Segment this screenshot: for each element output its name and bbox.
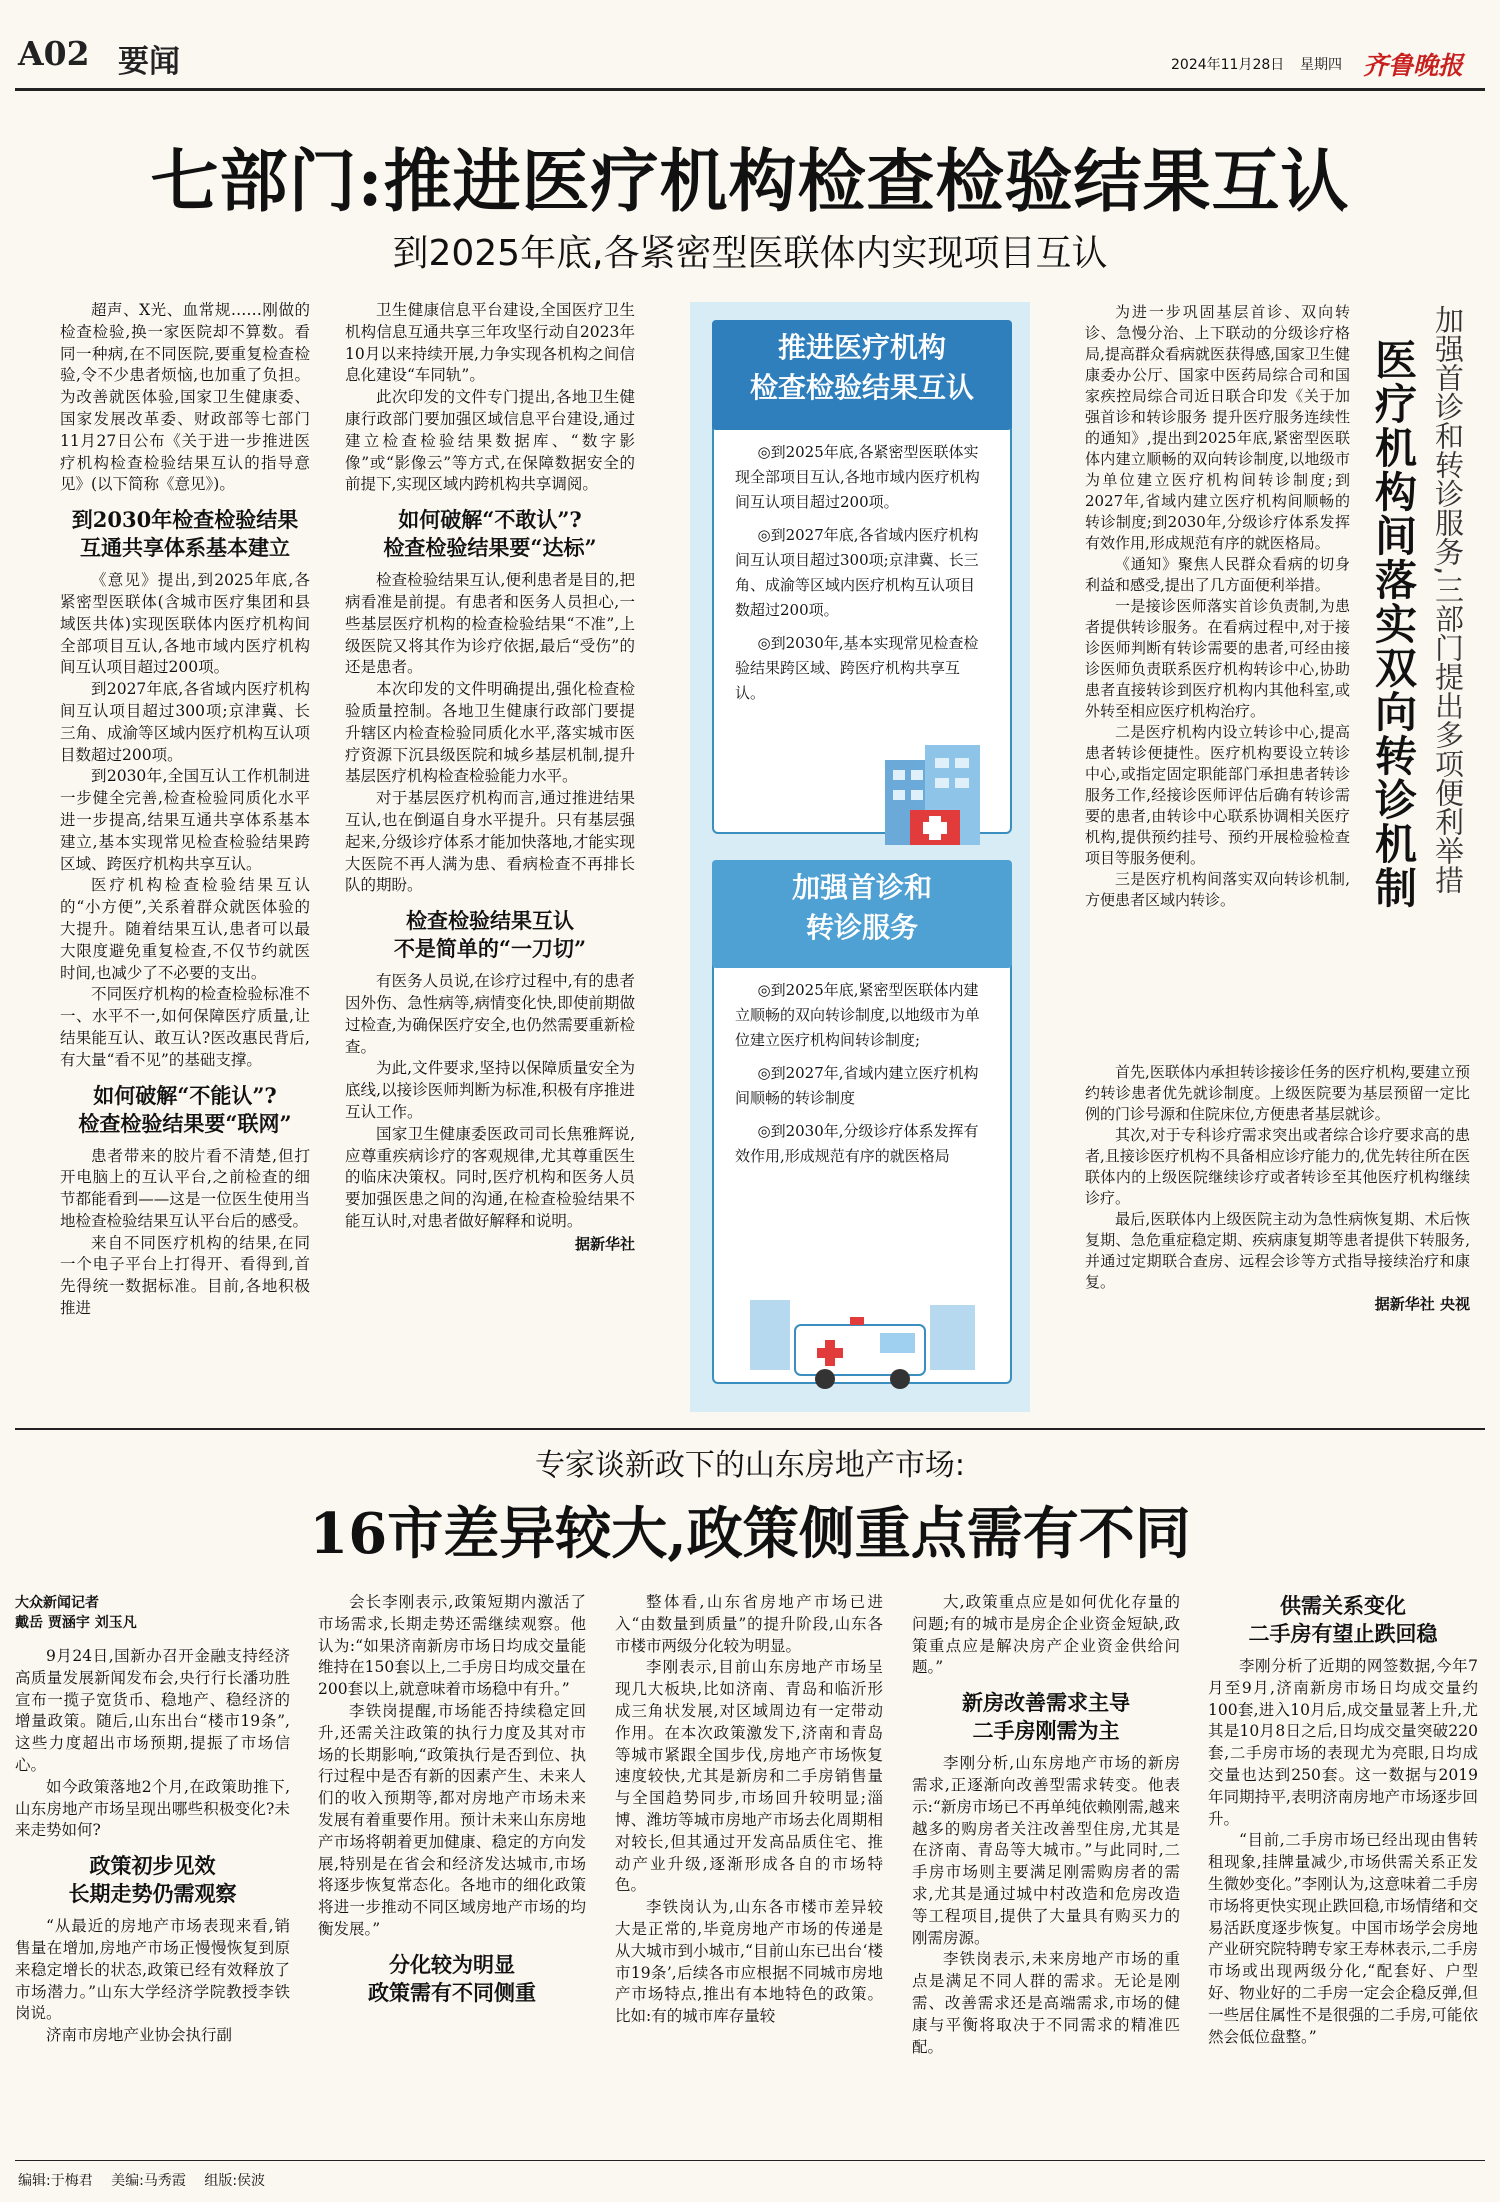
- paragraph: 不同医疗机构的检查检验标准不一、水平不一,如何保障医疗质量,让结果能互认、敢互认?医改惠民背后,有大量“看不见”的基础支撑。: [60, 985, 310, 1069]
- footer-credits: [18, 2170, 265, 2190]
- paragraph: 有医务人员说,在诊疗过程中,有的患者因外伤、急性病等,病情变化快,即使前期做过检查,为确保医疗安全,也仍然需要重新检查。: [345, 972, 635, 1056]
- paragraph: 《通知》聚焦人民群众看病的切身利益和感受,提出了几方面便利举措。: [1085, 555, 1350, 594]
- section-heading: 新房改善需求主导 二手房刚需为主: [962, 1690, 1130, 1744]
- headline-1: 七部门:推进医疗机构检查检验结果互认: [150, 142, 1350, 222]
- paragraph: 三是医疗机构间落实双向转诊机制,方便患者区域内转诊。: [1085, 870, 1350, 909]
- panel-item: ◎到2025年底,各紧密型医联体实现全部项目互认,各地市域内医疗机构间互认项目超过200项。: [735, 443, 980, 511]
- paragraph: “从最近的房地产市场表现来看,销售量在增加,房地产市场正慢慢恢复到原来稳定增长的状态,政策已经有效释放了市场潜力。”山东大学经济学院教授李铁岗说。: [15, 1917, 290, 2023]
- paragraph: 9月24日,国新办召开金融支持经济高质量发展新闻发布会,央行行长潘功胜宣布一揽子宽货币、稳地产、稳经济的增量政策。随后,山东出台“楼市19条”,这些力度超出市场预期,提振了市场信心。: [15, 1647, 290, 1774]
- hospital-illustration-icon: [855, 740, 1005, 850]
- section-heading: 如何破解“不能认”? 检查检验结果要“联网”: [78, 1082, 292, 1136]
- article3-column-3: [615, 1592, 883, 2152]
- source-credit: 据新华社 央视: [1374, 1295, 1470, 1313]
- paragraph: 济南市房地产业协会执行副: [46, 2026, 233, 2045]
- section-heading: 如何破解“不敢认”? 检查检验结果要“达标”: [383, 507, 597, 561]
- section-divider: [15, 1428, 1485, 1430]
- panel-item: ◎到2030年,分级诊疗体系发挥有效作用,形成规范有序的就医格局: [735, 1122, 979, 1165]
- issue-date: 2024年11月28日: [1171, 57, 1285, 73]
- paragraph: 为此,文件要求,坚持以保障质量安全为底线,以接诊医师判断为标准,积极有序推进互认工作。: [345, 1059, 635, 1121]
- section-heading: 检查检验结果互认 不是简单的“一刀切”: [393, 908, 587, 962]
- paragraph: 李刚表示,目前山东房地产市场呈现几大板块,比如济南、青岛和临沂形成三角状发展,对区域周边有一定带动作用。在本次政策激发下,济南和青岛等城市紧跟全国步伐,房地产市场恢复速度较快,尤其是新房和二手房销售量与全国趋势同步,市场回升较明显;淄博、潍坊等城市房地产市场去化周期相对较长,但其通过开发高品质住宅、推动产业升级,逐渐形成各自的市场特色。: [615, 1658, 883, 1895]
- article3-column-1: [15, 1592, 290, 2152]
- section-heading: 政策初步见效 长期走势仍需观察: [68, 1853, 237, 1907]
- paragraph: 卫生健康信息平台建设,全国医疗卫生机构信息互通共享三年攻坚行动自2023年10月以来持续开展,力争实现各机构之间信息化建设“车同轨”。: [345, 301, 635, 385]
- paragraph: 此次印发的文件专门提出,各地卫生健康行政部门要加强区域信息平台建设,通过建立检查检验结果数据库、“数字影像”或“影像云”等方式,在保障数据安全的前提下,实现区域内跨机构共享调阅。: [345, 388, 635, 494]
- panel-item: ◎到2030年,基本实现常见检查检验结果跨区域、跨医疗机构共享互认。: [735, 634, 979, 702]
- section-label: 要闻: [118, 44, 180, 80]
- designer-credit: 美编:马秀霞: [111, 2173, 186, 2189]
- panel-item: ◎到2027年,省域内建立医疗机构间顺畅的转诊制度: [735, 1064, 979, 1107]
- reporter-names: 戴岳 贾涵宇 刘玉凡: [15, 1615, 137, 1631]
- paragraph: 国家卫生健康委医政司司长焦雅辉说,应尊重疾病诊疗的客观规律,尤其尊重医生的临床决策权。同时,医疗机构和医务人员要加强医患之间的沟通,在检查检验结果不能互认时,对患者做好解释和说明。: [345, 1124, 635, 1230]
- headline-2: 16市差异较大,政策侧重点需有不同: [309, 1501, 1191, 1567]
- article3-column-2: [318, 1592, 586, 2152]
- paragraph: 为进一步巩固基层首诊、双向转诊、急慢分治、上下联动的分级诊疗格局,提高群众看病就医获得感,国家卫生健康委办公厅、国家中医药局综合司和国家疾控局综合司近日联合印发《关于加强首诊和转诊服务 提升医疗服务连续性的通知》,提出到2025年底,紧密型医联体内建立顺畅的双向转诊制度,以地级市为单位建立医疗机构间转诊制度;到2027年,省域内建立医疗机构间顺畅的转诊制度;到2030年,分级诊疗体系发挥有效作用,形成规范有序的就医格局。: [1085, 303, 1350, 552]
- weekday: 星期四: [1300, 57, 1342, 73]
- paragraph: 对于基层医疗机构而言,通过推进结果互认,也在倒逼自身水平提升。只有基层强起来,分级诊疗体系才能加快落地,才能实现大医院不再人满为患、看病检查不再排长队的期盼。: [345, 789, 635, 895]
- paragraph: 《意见》提出,到2025年底,各紧密型医联体(含城市医疗集团和县域医共体)实现医联体内医疗机构间全部项目互认,各地市域内医疗机构间互认项目超过200项。: [60, 571, 310, 677]
- paragraph: 李铁岗表示,未来房地产市场的重点是满足不同人群的需求。无论是刚需、改善需求还是高端需求,市场的健康与平衡将取决于不同需求的精准匹配。: [912, 1950, 1180, 2056]
- reporter-label: 大众新闻记者: [15, 1595, 99, 1611]
- panel-item: ◎到2025年底,紧密型医联体内建立顺畅的双向转诊制度,以地级市为单位建立医疗机构间转诊制度;: [735, 981, 980, 1049]
- subheadline-1: 到2025年底,各紧密型医联体内实现项目互认: [392, 233, 1108, 274]
- section-heading: 供需关系变化 二手房有望止跌回稳: [1248, 1593, 1438, 1646]
- paragraph: 二是医疗机构内设立转诊中心,提高患者转诊便捷性。医疗机构要设立转诊中心,或指定固定职能部门承担患者转诊服务工作,经接诊医师评估后确有转诊需要的患者,由转诊中心联系协调相关医疗机构,提供预约挂号、预约开展检验检查项目等服务便利。: [1085, 723, 1350, 867]
- panel-item: ◎到2027年底,各省域内医疗机构间互认项目超过300项;京津冀、长三角、成渝等区域内医疗机构互认项目数超过200项。: [735, 526, 979, 619]
- paragraph: 超声、X光、血常规……刚做的检查检验,换一家医院却不算数。看同一种病,在不同医院,要重复检查检验,令不少患者烦恼,也加重了负担。为改善就医体验,国家卫生健康委、国家发展改革委、财政部等七部门11月27日公布《关于进一步推进医疗机构检查检验结果互认的指导意见》(以下简称《意见》)。: [60, 301, 310, 494]
- article1-column-1: [60, 300, 310, 1415]
- section-heading: 分化较为明显 政策需有不同侧重: [368, 1951, 536, 2005]
- paragraph: 李铁岗提醒,市场能否持续稳定回升,还需关注政策的执行力度及其对市场的长期影响,“政策执行是否到位、执行过程中是否有新的因素产生、未来人们的收入预期等,都对房地产市场未来发展有着重要作用。预计未来山东房地产市场将朝着更加健康、稳定的方向发展,特别是在省会和经济发达城市,市场将逐步恢复常态化。各地市的细化政策将进一步推动不同区域房地产市场的均衡发展。”: [318, 1701, 586, 1938]
- layout-credit: 组版:侯波: [204, 2173, 266, 2189]
- paragraph: 检查检验结果互认,便利患者是目的,把病看准是前提。有患者和医务人员担心,一些基层医疗机构的检查检验结果“不准”,上级医院又将其作为诊疗依据,最后“受伤”的还是患者。: [345, 571, 635, 677]
- paragraph: 到2030年,全国互认工作机制进一步健全完善,检查检验同质化水平进一步提高,结果互通共享体系基本建立,基本实现常见检查检验结果跨区域、跨医疗机构共享互认。: [60, 767, 310, 873]
- paragraph: 本次印发的文件明确提出,强化检查检验质量控制。各地卫生健康行政部门要提升辖区内检查检验同质化水平,落实城市医疗资源下沉县级医院和城乡基层机制,提升基层医疗机构检查检验能力水平。: [345, 680, 635, 786]
- ambulance-illustration-icon: [740, 1295, 990, 1395]
- paragraph: “目前,二手房市场已经出现由售转租现象,挂牌量减少,市场供需关系正发生微妙变化。”李刚认为,这意味着二手房市场将更快实现止跌回稳,市场情绪和交易活跃度逐步恢复。中国市场学会房地产业研究院特聘专家王寿林表示,二手房市场或出现两级分化,“配套好、户型好、物业好的二手房一定会企稳反弹,但一些居住属性不是很强的二手房,可能依然会低位盘整。”: [1208, 1831, 1478, 2046]
- paragraph: 患者带来的胶片看不清楚,但打开电脑上的互认平台,之前检查的细节都能看到——这是一位医生使用当地检查检验结果互认平台后的感受。: [60, 1146, 310, 1230]
- paragraph: 医疗机构检查检验结果互认的“小方便”,关系着群众就医体验的大提升。随着结果互认,患者可以最大限度避免重复检查,不仅节约就医时间,也减少了不必要的支出。: [60, 876, 310, 982]
- article1-column-2: [345, 300, 635, 1415]
- paragraph: 其次,对于专科诊疗需求突出或者综合诊疗要求高的患者,且接诊医疗机构不具备相应诊疗能力的,优先转往所在医联体内的上级医院继续诊疗或者转诊至其他医疗机构继续诊疗。: [1085, 1126, 1470, 1207]
- paragraph: 李刚分析,山东房地产市场的新房需求,正逐渐向改善型需求转变。他表示:“新房市场已不再单纯依赖刚需,越来越多的购房者关注改善型住房,尤其是在济南、青岛等大城市。”与此同时,二手房市场则主要满足刚需购房者的需求,尤其是通过城中村改造和危房改造等工程项目,提供了大量具有购买力的刚需房源。: [912, 1754, 1180, 1947]
- paragraph: 李刚分析了近期的网签数据,今年7月至9月,济南新房市场日均成交量约100套,进入10月后,成交量显著上升,尤其是10月8日之后,日均成交量突破220套,二手房市场的表现尤为亮眼,日均成交量也达到250套。这一数据与2019年同期持平,表明济南房地产市场逐步回升。: [1208, 1657, 1478, 1828]
- panel-list-2: [735, 978, 990, 1177]
- paragraph: 大,政策重点应是如何优化存量的问题;有的城市是房企企业资金短缺,政策重点应是解决房产企业资金供给问题。”: [912, 1593, 1180, 1677]
- paragraph: 如今政策落地2个月,在政策助推下,山东房地产市场呈现出哪些积极变化?未来走势如何?: [15, 1777, 290, 1840]
- paragraph: 会长李刚表示,政策短期内激活了市场需求,长期走势还需继续观察。他认为:“如果济南新房市场日均成交量能维持在150套以上,二手房日均成交量在200套以上,就意味着市场稳中有升。”: [318, 1593, 586, 1699]
- page-header: [0, 0, 1500, 95]
- panel-title-2: 加强首诊和 转诊服务: [712, 860, 1012, 968]
- panel-list-1: [735, 440, 985, 714]
- page-number: A02: [18, 34, 90, 73]
- paragraph: 来自不同医疗机构的结果,在同一个电子平台上打得开、看得到,首先得统一数据标准。目前,各地积极推进: [60, 1233, 310, 1318]
- newspaper-logo: 齐鲁晚报: [1363, 51, 1464, 80]
- paragraph: 整体看,山东省房地产市场已进入“由数量到质量”的提升阶段,山东各市楼市两级分化较为明显。: [615, 1593, 883, 1655]
- header-rule: [15, 88, 1485, 91]
- vertical-subheadline: 加强首诊和转诊服务,三部门提出多项便利举措: [1431, 305, 1465, 895]
- paragraph: 到2027年底,各省域内医疗机构间互认项目超过300项;京津冀、长三角、成渝等区域内医疗机构互认项目数超过200项。: [60, 680, 310, 764]
- panel-title-1: 推进医疗机构 检查检验结果互认: [712, 320, 1012, 430]
- paragraph: 一是接诊医师落实首诊负责制,为患者提供转诊服务。在看病过程中,对于接诊医师判断有转诊需要的患者,可经由接诊医师负责联系医疗机构转诊中心,协助患者直接转诊到医疗机构内其他科室,或外转至相应医疗机构治疗。: [1085, 597, 1350, 720]
- kicker: 专家谈新政下的山东房地产市场:: [534, 1448, 966, 1483]
- paragraph: 最后,医联体内上级医院主动为急性病恢复期、术后恢复期、急危重症稳定期、疾病康复期等患者提供下转服务,并通过定期联合查房、远程会诊等方式指导接续治疗和康复。: [1085, 1210, 1470, 1291]
- footer-rule: [15, 2160, 1485, 2161]
- editor-credit: 编辑:于梅君: [18, 2173, 93, 2189]
- paragraph: 李铁岗认为,山东各市楼市差异较大是正常的,毕竟房地产市场的传递是从大城市到小城市,“目前山东已出台‘楼市19条’,后续各市应根据不同城市房地产市场特点,推出有本地特色的政策。比如:有的城市库存量较: [615, 1898, 883, 2026]
- paragraph: 首先,医联体内承担转诊接诊任务的医疗机构,要建立预约转诊患者优先就诊制度。上级医院要为基层预留一定比例的门诊号源和住院床位,方便患者基层就诊。: [1085, 1063, 1470, 1123]
- article2-column-wide: [1085, 1062, 1470, 1412]
- article3-column-5: [1208, 1592, 1478, 2152]
- source-credit: 据新华社: [574, 1234, 635, 1253]
- vertical-headline: 医疗机构间落实双向转诊机制: [1369, 338, 1418, 910]
- section-heading: 到2030年检查检验结果 互通共享体系基本建立: [71, 507, 299, 561]
- article3-column-4: [912, 1592, 1180, 2152]
